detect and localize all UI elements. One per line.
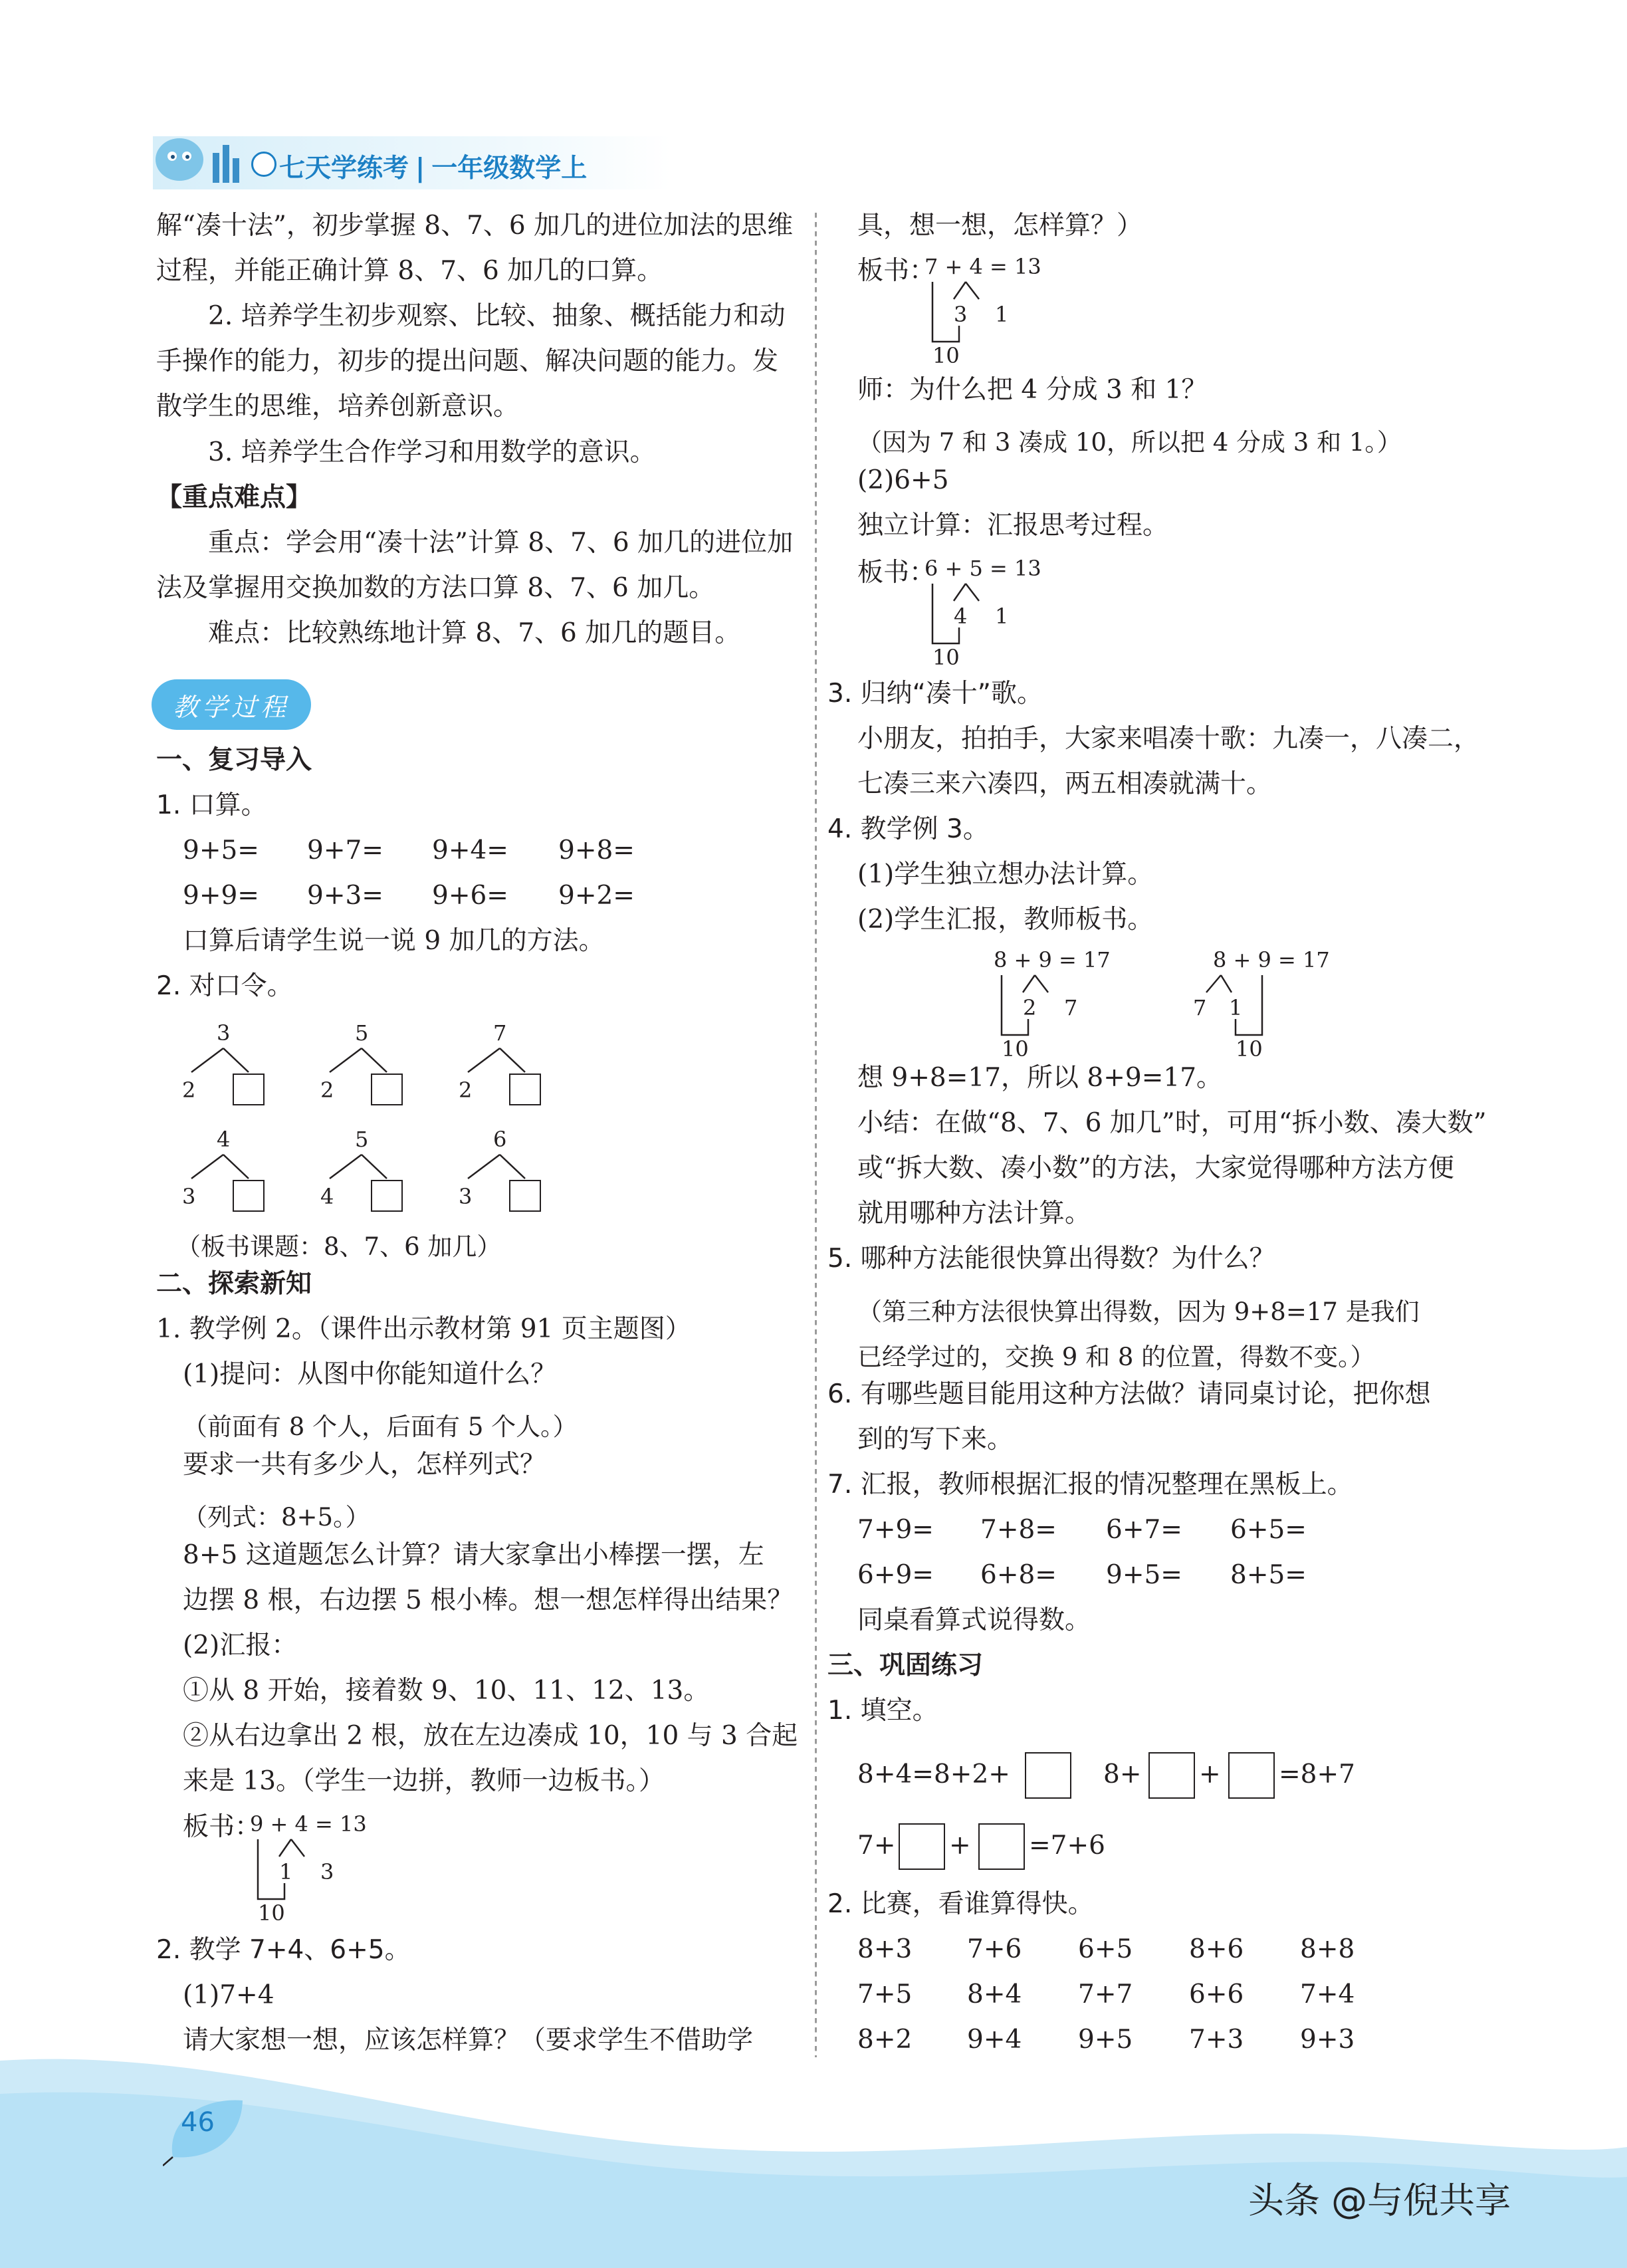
board-split-b: 1 xyxy=(1229,995,1243,1020)
tree-answer-box[interactable] xyxy=(509,1074,541,1105)
sum-cell: 7+9= xyxy=(857,1515,934,1545)
tree-answer-box[interactable] xyxy=(233,1180,265,1212)
board-ten: 10 xyxy=(258,1900,285,1926)
summary-line-1: 小结：在做“8、7、6 加几”时，可用“拆小数、凑大数” xyxy=(857,1108,1487,1138)
tree-answer-box[interactable] xyxy=(509,1180,541,1212)
tree-top-number: 5 xyxy=(355,1127,369,1152)
race-cell: 9+5 xyxy=(1078,2025,1133,2055)
item-2-2b: 请大家想一想，应该怎样算？（要求学生不借助学 xyxy=(183,2025,754,2055)
practice-2-title: 2. 比赛，看谁算得快。 xyxy=(827,1889,1094,1919)
sum-cell: 8+5= xyxy=(1230,1560,1307,1590)
board-equation: 9 + 4 = 13 xyxy=(250,1811,367,1837)
tree-top-number: 3 xyxy=(217,1020,231,1046)
race-cell: 8+3 xyxy=(857,1934,913,1964)
race-cell: 7+3 xyxy=(1189,2025,1244,2055)
tree-left-number: 2 xyxy=(182,1077,196,1103)
item-7-title: 7. 汇报，教师根据汇报的情况整理在黑板上。 xyxy=(827,1470,1353,1500)
teaching-process-badge xyxy=(152,679,311,730)
lesson-topic-note: （板书课题：8、7、6 加几） xyxy=(176,1232,502,1261)
fill-in-box[interactable] xyxy=(1228,1752,1275,1799)
oral-calc-1: 9+5= xyxy=(183,836,259,865)
page-number: 46 xyxy=(181,2107,215,2138)
goal2-line-1: 2. 培养学生初步观察、比较、抽象、概括能力和动 xyxy=(208,301,786,331)
board-ten: 10 xyxy=(1236,1036,1263,1062)
item-1-2: 2. 对口令。 xyxy=(156,971,293,1001)
fill-in-box[interactable] xyxy=(1025,1752,1071,1799)
key-point-1b: 法及掌握用交换加数的方法口算 8、7、6 加几。 xyxy=(156,573,715,603)
item-6-line-2: 到的写下来。 xyxy=(857,1424,1014,1454)
race-cell: 8+8 xyxy=(1300,1934,1355,1964)
header-divider: | xyxy=(415,154,425,183)
teacher-answer: （因为 7 和 3 凑成 10，所以把 4 分成 3 和 1。） xyxy=(857,428,1402,457)
item-1-1: 1. 口算。 xyxy=(156,790,267,820)
split-tree xyxy=(318,1020,411,1113)
oral-calc-2: 9+7= xyxy=(307,836,383,865)
split-tree xyxy=(318,1127,411,1220)
mascot-logo xyxy=(150,126,249,189)
race-cell: 8+2 xyxy=(857,2025,913,2055)
tree-left-number: 3 xyxy=(459,1184,473,1209)
race-cell: 8+6 xyxy=(1189,1934,1244,1964)
board-split-a: 4 xyxy=(954,604,968,629)
item-3-song-title: 3. 归纳“凑十”歌。 xyxy=(827,679,1043,709)
summary-line-2: 或“拆大数、凑小数”的方法，大家觉得哪种方法方便 xyxy=(857,1153,1454,1183)
oral-calc-6: 9+3= xyxy=(307,881,383,911)
board-split-b: 3 xyxy=(320,1859,334,1884)
item-5-answer-1: （第三种方法很快算出得数，因为 9+8=17 是我们 xyxy=(857,1298,1420,1326)
board-equation: 8 + 9 = 17 xyxy=(1213,947,1330,972)
fill-in-box[interactable] xyxy=(978,1823,1025,1870)
example-2-sticks-1: 8+5 这道题怎么计算？请大家拿出小棒摆一摆，左 xyxy=(183,1540,764,1570)
fill-in-box[interactable] xyxy=(899,1823,945,1870)
intro-line-1: 解“凑十法”，初步掌握 8、7、6 加几的进位加法的思维 xyxy=(156,211,794,241)
board-work-7-plus-4 xyxy=(924,254,1097,374)
item-5-answer-2: 已经学过的，交换 9 和 8 的位置，得数不变。） xyxy=(857,1343,1375,1371)
board-split-a: 3 xyxy=(954,302,968,327)
watermark: 头条 @与倪共享 xyxy=(1248,2180,1511,2221)
header-title: 七天学练考 xyxy=(279,154,409,183)
oral-calc-3: 9+4= xyxy=(432,836,508,865)
board-work-9-plus-4 xyxy=(250,1811,423,1931)
board-ten: 10 xyxy=(932,343,960,368)
tree-left-number: 2 xyxy=(320,1077,334,1103)
race-cell: 6+5 xyxy=(1078,1934,1133,1964)
goal2-line-2: 手操作的能力，初步的提出问题、解决问题的能力。发 xyxy=(156,346,779,376)
goal3-line: 3. 培养学生合作学习和用数学的意识。 xyxy=(208,437,656,467)
right-cont-line: 具，想一想，怎样算？） xyxy=(857,211,1143,241)
fill-in-text: + xyxy=(949,1831,971,1861)
sum-cell: 6+5= xyxy=(1230,1515,1307,1545)
item-4-title: 4. 教学例 3。 xyxy=(827,814,989,844)
race-cell: 7+7 xyxy=(1078,1980,1133,2009)
example-2-report: (2)汇报： xyxy=(183,1631,298,1660)
item-5-title: 5. 哪种方法能很快算出得数？为什么？ xyxy=(827,1244,1275,1274)
example-2-title: 1. 教学例 2。（课件出示教材第 91 页主题图） xyxy=(156,1314,691,1344)
example-2-question: (1)提问：从图中你能知道什么？ xyxy=(183,1359,557,1389)
tree-top-number: 4 xyxy=(217,1127,231,1152)
independent-calc: 独立计算：汇报思考过程。 xyxy=(857,510,1169,540)
fill-in-text: 7+ xyxy=(857,1831,896,1861)
board-label: 板书： xyxy=(857,558,936,588)
summary-line-3: 就用哪种方法计算。 xyxy=(857,1198,1091,1228)
oral-calc-7: 9+6= xyxy=(432,881,508,911)
fill-in-text: + xyxy=(1199,1759,1221,1789)
item-7-note: 同桌看算式说得数。 xyxy=(857,1605,1091,1635)
section-1-title: 一、复习导入 xyxy=(156,745,312,775)
example-2-method-2b: 来是 13。（学生一边拼，教师一边板书。） xyxy=(183,1766,665,1796)
column-divider xyxy=(815,213,817,2057)
example-2-answer: （前面有 8 个人，后面有 5 个人。） xyxy=(183,1413,578,1441)
split-tree xyxy=(456,1127,549,1220)
race-cell: 7+5 xyxy=(857,1980,913,2009)
section-2-title: 二、探索新知 xyxy=(156,1269,312,1299)
race-cell: 8+4 xyxy=(967,1980,1022,2009)
split-tree xyxy=(179,1020,272,1113)
intro-line-2: 过程，并能正确计算 8、7、6 加几的口算。 xyxy=(156,256,663,286)
song-line-1: 小朋友，拍拍手，大家来唱凑十歌：九凑一，八凑二， xyxy=(857,724,1480,754)
sum-cell: 6+7= xyxy=(1106,1515,1182,1545)
item-6-plus-5: (2)6+5 xyxy=(857,465,949,495)
split-tree xyxy=(456,1020,549,1113)
board-label: 板书： xyxy=(183,1812,261,1842)
tree-answer-box[interactable] xyxy=(371,1074,403,1105)
header-subtitle: 一年级数学上 xyxy=(431,154,588,183)
sum-cell: 6+8= xyxy=(980,1560,1057,1590)
board-split-a: 1 xyxy=(279,1859,293,1884)
race-cell: 9+4 xyxy=(967,2025,1022,2055)
badge-label: 教学过程 xyxy=(172,692,290,722)
tree-answer-box[interactable] xyxy=(371,1180,403,1212)
board-equation: 7 + 4 = 13 xyxy=(924,254,1041,279)
oral-calc-5: 9+9= xyxy=(183,881,259,911)
fill-in-text: =7+6 xyxy=(1029,1831,1105,1861)
key-point-2: 难点：比较熟练地计算 8、7、6 加几的题目。 xyxy=(208,618,741,648)
tree-left-number: 3 xyxy=(182,1184,196,1209)
key-points-title: 【重点难点】 xyxy=(156,483,312,512)
board-equation: 8 + 9 = 17 xyxy=(994,947,1111,972)
soccer-ball-icon xyxy=(251,152,276,177)
example-2-formula: （列式：8+5。） xyxy=(183,1503,370,1531)
tree-left-number: 2 xyxy=(459,1077,473,1103)
board-split-a: 7 xyxy=(1193,995,1207,1020)
board-split-a: 2 xyxy=(1023,995,1037,1020)
tree-top-number: 5 xyxy=(355,1020,369,1046)
oral-calc-note: 口算后请学生说一说 9 加几的方法。 xyxy=(183,926,605,956)
example-2-method-2a: ②从右边拿出 2 根，放在左边凑成 10，10 与 3 合起 xyxy=(183,1721,798,1751)
fill-in-text: 8+4=8+2+ xyxy=(857,1759,1010,1789)
think-line: 想 9+8=17，所以 8+9=17。 xyxy=(857,1063,1223,1093)
oral-calc-8: 9+2= xyxy=(558,881,635,911)
item-6-line-1: 6. 有哪些题目能用这种方法做？请同桌讨论，把你想 xyxy=(827,1379,1431,1409)
tree-answer-box[interactable] xyxy=(233,1074,265,1105)
board-label: 板书： xyxy=(857,256,936,286)
example-2-sticks-2: 边摆 8 根，右边摆 5 根小棒。想一想怎样得出结果？ xyxy=(183,1585,794,1615)
board-split-b: 7 xyxy=(1064,995,1078,1020)
item-4a: (1)学生独立想办法计算。 xyxy=(857,859,1154,889)
board-equation: 6 + 5 = 13 xyxy=(924,556,1041,581)
tree-top-number: 6 xyxy=(493,1127,507,1152)
board-ten: 10 xyxy=(1002,1036,1029,1062)
oral-calc-4: 9+8= xyxy=(558,836,635,865)
teacher-question: 师：为什么把 4 分成 3 和 1？ xyxy=(857,375,1208,405)
race-cell: 7+6 xyxy=(967,1934,1022,1964)
race-cell: 6+6 xyxy=(1189,1980,1244,2009)
split-tree xyxy=(179,1127,272,1220)
board-work-8-plus-9-b xyxy=(1193,947,1366,1067)
race-cell: 9+3 xyxy=(1300,2025,1355,2055)
key-point-1a: 重点：学会用“凑十法”计算 8、7、6 加几的进位加 xyxy=(208,528,794,558)
board-work-8-plus-9-a xyxy=(994,947,1166,1067)
sum-cell: 6+9= xyxy=(857,1560,934,1590)
sum-cell: 9+5= xyxy=(1106,1560,1182,1590)
board-ten: 10 xyxy=(932,645,960,670)
example-2-ask: 要求一共有多少人，怎样列式？ xyxy=(183,1450,546,1480)
board-work-6-plus-5 xyxy=(924,556,1097,675)
song-line-2: 七凑三来六凑四，两五相凑就满十。 xyxy=(857,769,1273,799)
item-2-2a: (1)7+4 xyxy=(183,1980,274,2010)
race-cell: 7+4 xyxy=(1300,1980,1355,2009)
tree-top-number: 7 xyxy=(493,1020,507,1046)
practice-1-title: 1. 填空。 xyxy=(827,1696,938,1726)
item-4b: (2)学生汇报，教师板书。 xyxy=(857,905,1154,935)
fill-in-text: 8+ xyxy=(1103,1759,1142,1789)
board-split-b: 1 xyxy=(995,302,1009,327)
sum-cell: 7+8= xyxy=(980,1515,1057,1545)
fill-in-box[interactable] xyxy=(1148,1752,1195,1799)
section-3-title: 三、巩固练习 xyxy=(827,1650,984,1680)
fill-in-text: =8+7 xyxy=(1279,1759,1355,1789)
board-split-b: 1 xyxy=(995,604,1009,629)
goal2-line-3: 散学生的思维，培养创新意识。 xyxy=(156,392,520,421)
item-2-2: 2. 教学 7+4、6+5。 xyxy=(156,1935,411,1965)
example-2-method-1: ①从 8 开始，接着数 9、10、11、12、13。 xyxy=(183,1676,710,1706)
tree-left-number: 4 xyxy=(320,1184,334,1209)
